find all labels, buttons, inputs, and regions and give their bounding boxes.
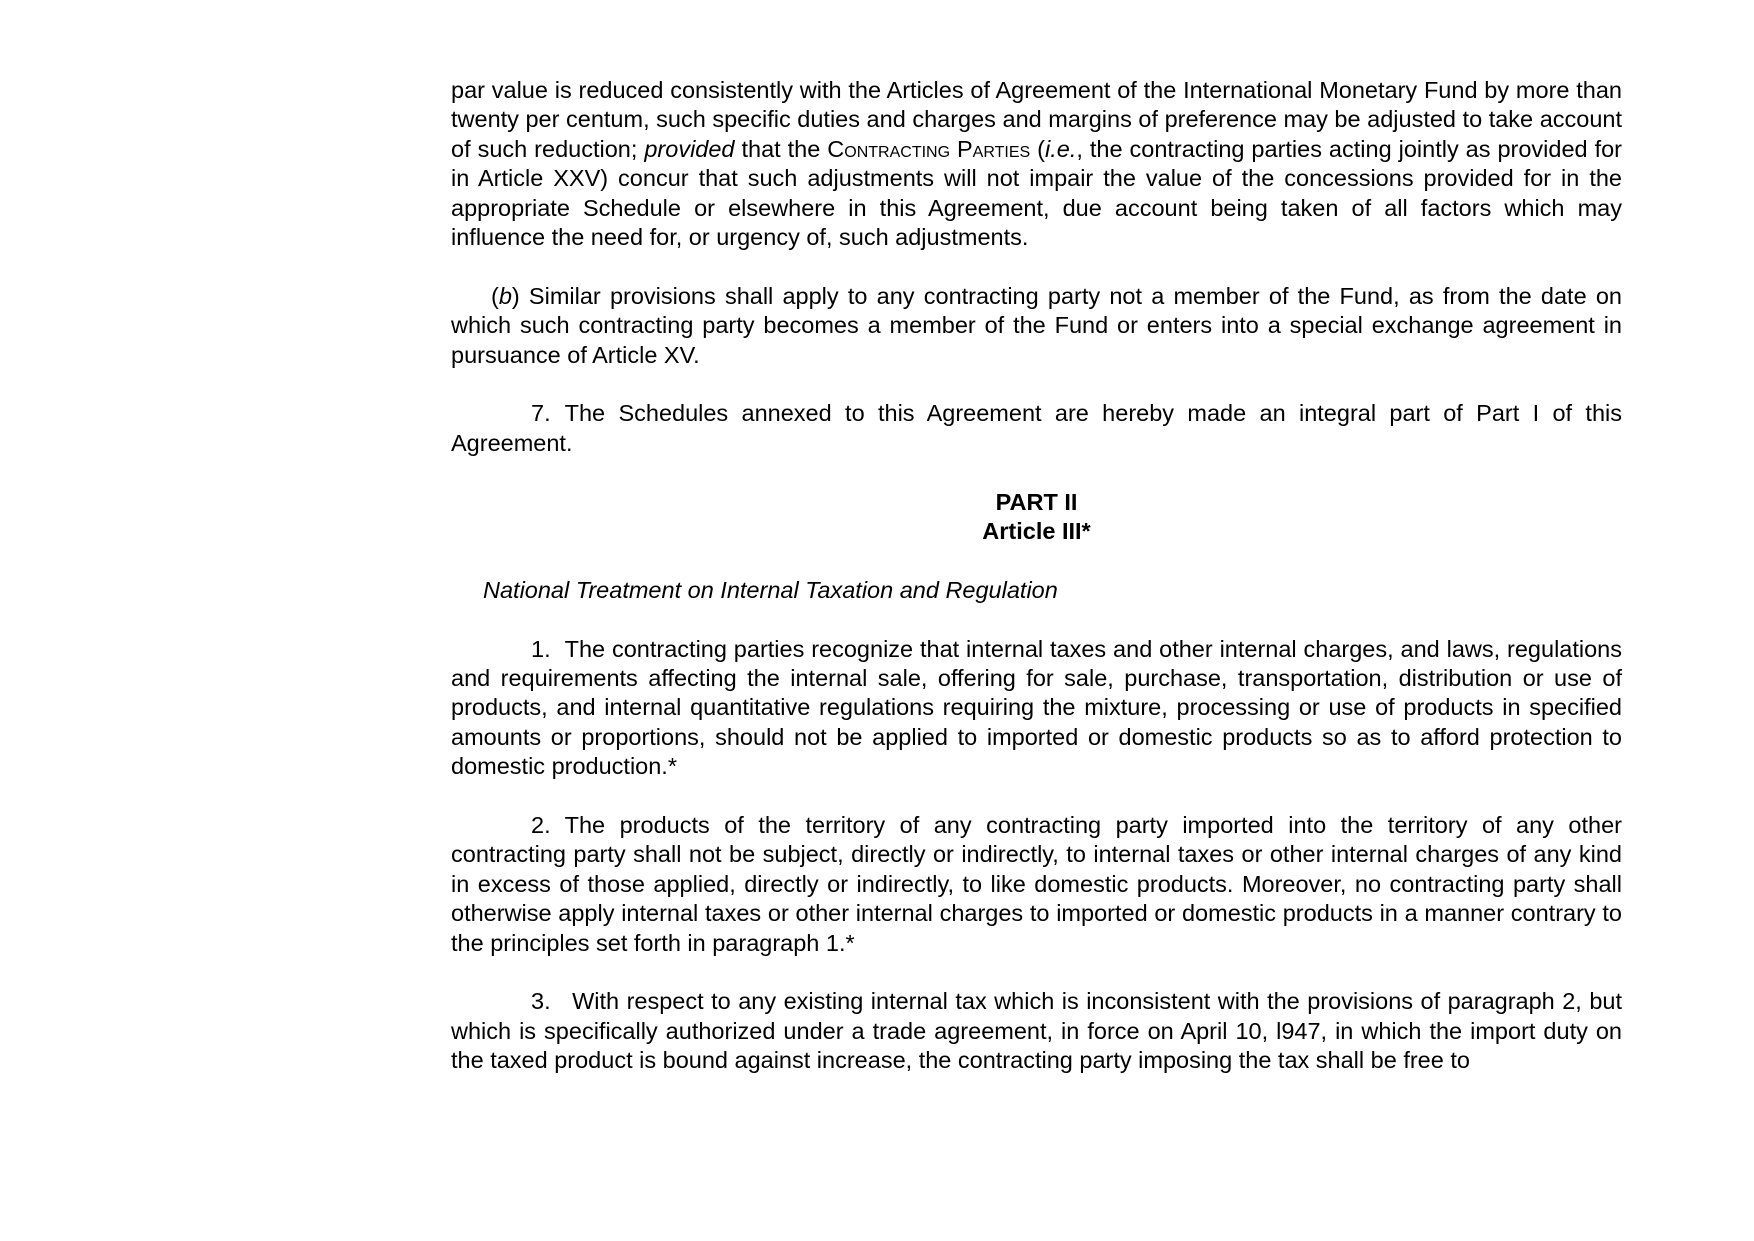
paragraph-text: With respect to any existing internal tax which is inconsistent with the provisions of paragraph 2, but which is specifically authorized under a trade agreement, in force on April 10, l947, in which the import duty on the taxed product is bound against increase, the contracting party imposing the tax shall be free to <box>451 988 1622 1074</box>
paragraph-text: par value is reduced consistently with the Articles of Agreement of the International Monetary Fund by more than twenty per centum, such specific duties and charges and margins of preference may be adjusted to take account of such reduction; <box>451 77 1622 162</box>
article3-paragraph-1 <box>451 635 1622 782</box>
paragraph-text: , the contracting parties acting jointly as provided for in Article XXV) concur that such adjustments will not impair the value of the concessions provided for in the appropriate Schedule or elsewhere in this Agreement, due account being taken of all factors which may influence the need for, or urgency of, such adjustments. <box>451 135 1622 251</box>
document-page <box>451 76 1622 1076</box>
paragraph-text: that the <box>734 135 828 162</box>
paragraph-text: The products of the territory of any contracting party imported into the territory of any other contracting party shall not be subject, directly or indirectly, to internal taxes or other internal charges of any kind in excess of those applied, directly or indirectly, to like domestic products. Moreover, no contracting party shall otherwise apply internal taxes or other internal charges to imported or domestic products in a manner contrary to the principles set forth in paragraph 1.* <box>451 812 1622 956</box>
article3-paragraph-2 <box>451 811 1622 958</box>
article-subtitle: National Treatment on Internal Taxation and Regulation <box>483 576 1058 603</box>
paragraph-number: 1. <box>531 635 551 662</box>
emphasis-ie: i.e. <box>1045 135 1077 162</box>
subparagraph-close: ) <box>511 282 520 309</box>
paragraph-text: Similar provisions shall apply to any contracting party not a member of the Fund, as from the date on which such contracting party becomes a member of the Fund or enters into a special exchange agreement in pursuance of Article XV. <box>451 282 1622 368</box>
paragraph-number: 2. <box>531 812 551 839</box>
paragraph-number: 7. <box>531 400 551 427</box>
paragraph-text: The contracting parties recognize that internal taxes and other internal charges, and laws, regulations and requirements affecting the internal sale, offering for sale, purchase, transportation, distribution or use of products, and internal quantitative regulations requiring the mixture, processing or use of products in specified amounts or proportions, should not be applied to imported or domestic products so as to afford protection to domestic production.* <box>451 635 1622 780</box>
paragraph-6a-continued <box>451 76 1622 252</box>
section-heading <box>451 488 1622 547</box>
emphasis-provided: provided <box>644 135 735 162</box>
part-heading: PART II <box>995 488 1078 515</box>
paragraph-7 <box>451 399 1622 458</box>
article3-paragraph-3 <box>451 987 1622 1075</box>
article-heading: Article III* <box>982 518 1091 545</box>
subparagraph-open: ( <box>491 282 499 309</box>
subparagraph-letter: b <box>498 282 512 309</box>
term-contracting-parties: Contracting Parties <box>827 135 1031 162</box>
paragraph-number: 3. <box>531 988 551 1015</box>
paragraph-6b <box>451 282 1622 370</box>
paragraph-text: The Schedules annexed to this Agreement are hereby made an integral part of Part I of this Agreement. <box>451 400 1622 456</box>
paragraph-text: ( <box>1030 135 1045 162</box>
